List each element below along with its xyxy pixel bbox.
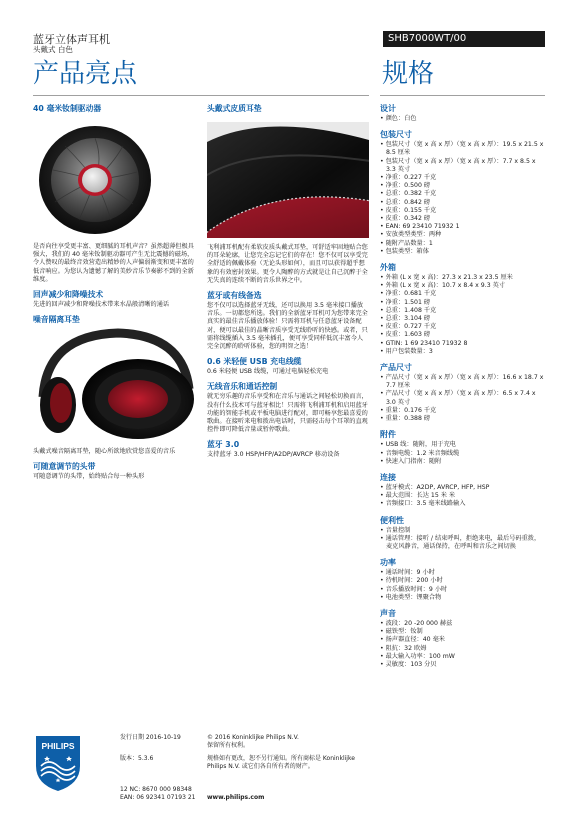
spec-item: • 包装尺寸（宽 x 高 x 厚）（宽 x 高 x 厚）：7.7 x 8.5 x 3.3 英寸 [380, 158, 545, 174]
release-date: 发行日期 2016-10-19 [120, 734, 181, 741]
highlight-text: 就无穷乐趣的音乐享受和在音乐与通话之间轻松切换而言，没有什么技术可与蓝牙相比！只需将飞利浦耳机和启用蓝牙功能的智能手机或平板电脑进行配对，即可畅享您最喜爱的歌曲。在接听来电和拨出电话时，只需轻击每个耳罩的直观控件即可降低音量或暂停歌曲。 [207, 393, 368, 434]
highlight-text: 您不仅可以选择蓝牙无线，还可以换用 3.5 毫米接口播放音乐。一切都您所选。我们的全新蓝牙耳机可为您带来完全真实的最佳音乐播放体验！只需将耳机与任意蓝牙设备配对，便可以最佳的晶晰音质享受无线聆听的快感。或者，只需将线缆插入 3.5 毫米插孔，便可享受同样低沉丰富今人完全沉醉的聆听体验，您的明智之选！ [207, 302, 368, 351]
highlight-title: 蓝牙 3.0 [207, 440, 240, 450]
spec-group-design [380, 104, 545, 123]
spec-group-title: 包装尺寸 [380, 130, 412, 140]
spec-item: • 扬声器直径：40 毫米 [380, 636, 545, 644]
spec-group-convenience [380, 516, 545, 552]
product-subtitle: 头戴式 白色 [33, 45, 73, 54]
spec-item: • 重量：0.176 千克 [380, 407, 545, 415]
spec-item: • 包装尺寸（宽 x 高 x 厚）（宽 x 高 x 厚）：19.5 x 21.5 x 8.5 厘米 [380, 141, 545, 157]
spec-item: • 快速入门指南：随附 [380, 458, 545, 466]
spec-item: • 随附产品数量：1 [380, 240, 545, 248]
spec-group-accessories [380, 430, 545, 466]
spec-item: • 用户包装数量：3 [380, 348, 545, 356]
highlights-divider [33, 95, 369, 96]
version: 版本：5.3.6 [120, 755, 154, 762]
spec-item: • 灵敏度：103 分贝 [380, 661, 545, 669]
ear-pad-graphic [207, 122, 369, 238]
highlights-column-middle [207, 104, 369, 460]
spec-group-title: 便利性 [380, 515, 404, 525]
spec-item: • 颜色：白色 [380, 115, 545, 123]
spec-item: • 总重：0.842 磅 [380, 199, 545, 207]
model-number-box [383, 31, 545, 47]
spec-item: • 净重：1.501 磅 [380, 299, 545, 307]
highlight-title: 回声减少和降噪技术 [33, 290, 104, 300]
spec-item: • 皮重：0.727 千克 [380, 323, 545, 331]
spec-group-title: 声音 [380, 608, 396, 618]
spec-group-title: 设计 [380, 104, 396, 113]
headphone-side-image [33, 327, 198, 442]
rights-reserved: 保留所有权利。 [207, 742, 250, 749]
highlight-title: 头戴式皮质耳垫 [207, 104, 262, 113]
product-title: 蓝牙立体声耳机 [33, 33, 110, 46]
spec-item: • 重量：0.388 磅 [380, 415, 545, 423]
spec-item: • 音量控制 [380, 527, 545, 535]
highlights-column-left [33, 104, 198, 482]
spec-group-outer-carton [380, 263, 545, 356]
spec-item: • 皮重：1.603 磅 [380, 331, 545, 339]
highlight-text: 先进的回声减少和降噪技术带来水晶般清晰的通话 [33, 301, 170, 309]
spec-item: • 波段：20 -20 000 赫兹 [380, 620, 545, 628]
spec-item: • 净重：0.227 千克 [380, 174, 545, 182]
highlight-text: 支持蓝牙 3.0 HSP/HFP/A2DP/AVRCP 移动设备 [207, 451, 340, 459]
spec-group-title: 附件 [380, 430, 396, 440]
spec-item: • 外箱 (L x 宽 x 高)：10.7 x 8.4 x 9.3 英寸 [380, 282, 545, 290]
philips-shield-logo [33, 734, 83, 792]
highlight-title: 蓝牙或有线备选 [207, 291, 262, 301]
highlight-text: 飞利浦耳机配有柔软皮质头戴式耳垫，可舒适牢固地贴合您的耳朵轮廓，让您完全忘记它们的存在！您不仅可以享受完全舒适的佩戴体验（无论头形如何），而且可以获得超乎想象的有效密封效果。更令人陶醉的方式就是让自己沉醉于全无失真的连续不断的音乐世界之中。 [207, 244, 368, 284]
spec-item: • 皮重：0.155 千克 [380, 207, 545, 215]
specifications-column [380, 104, 545, 676]
spec-item: • 音频电缆：1.2 米音频线缆 [380, 450, 545, 458]
spec-item: • 外箱 (L x 宽 x 高)：27.3 x 21.3 x 23.5 厘米 [380, 274, 545, 282]
highlight-title: 可随意调节的头带 [33, 462, 96, 472]
logo-text: PHILIPS [41, 741, 75, 751]
spec-group-power [380, 558, 545, 602]
spec-group-connectivity [380, 473, 545, 509]
spec-group-title: 外箱 [380, 263, 396, 273]
spec-item: • 最大范围：长达 15 米 米 [380, 492, 545, 500]
spec-item: • 待机时间：200 小时 [380, 577, 545, 585]
highlight-title: 40 毫米钕制驱动器 [33, 104, 102, 113]
model-number: SHB7000WT/00 [388, 33, 467, 44]
copyright: © 2016 Koninklijke Philips N.V. [207, 734, 299, 741]
highlight-title: 噪音隔离耳垫 [33, 315, 80, 325]
spec-item: • 最大输入功率：100 mW [380, 653, 545, 661]
spec-item: • 阻抗：32 欧姆 [380, 645, 545, 653]
spec-group-title: 产品尺寸 [380, 363, 412, 373]
spec-item: • 皮重：0.342 磅 [380, 215, 545, 223]
spec-item: • 音乐播放时间：9 小时 [380, 586, 545, 594]
spec-item: • 产品尺寸（宽 x 高 x 厚）（宽 x 高 x 厚）：6.5 x 7.4 x 3.0 英寸 [380, 390, 545, 406]
spec-group-product-dimensions [380, 363, 545, 423]
ear-pad-image [207, 122, 369, 238]
legal-notice: 规格如有更改，恕不另行通知。所有商标是 Koninklijke Philips N.V. 或它们各自所有者的财产。 [207, 755, 355, 770]
headphone-graphic [33, 327, 198, 442]
highlight-text: 头戴式噪音隔离耳垫，随心所欲地欣赏您喜爱的音乐 [33, 448, 176, 456]
highlights-heading: 产品亮点 [33, 59, 138, 89]
spec-item: • 总重：0.382 千克 [380, 190, 545, 198]
highlight-text: 0.6 米轻便 USB 线缆，可通过电脑轻松充电 [207, 368, 329, 376]
highlight-text: 是否向往享受更丰富、更细腻的耳机声音？虽然超薄但极具强大，我们的 40 毫米钕制驱动器可产生无比震撼的磁场，令人赞叹的最终音效营造出精妙的人声偏弱渐变和更丰富的低音响应。为您认为遗憾了解的美妙音乐节奏影不到的全新维度。 [33, 243, 194, 283]
speaker-driver-graphic [33, 122, 198, 237]
specs-divider [380, 95, 545, 96]
twelve-nc: 12 NC: 8670 000 98348 [120, 786, 192, 793]
spec-item: • USB 线：随附，用于充电 [380, 441, 545, 449]
website-link[interactable]: www.philips.com [207, 794, 265, 801]
spec-item: • EAN: 69 23410 71932 1 [380, 223, 545, 231]
spec-item: • 电池类型：锂聚合物 [380, 594, 545, 602]
spec-item: • 安放类型类型：两种 [380, 231, 545, 239]
spec-item: • 产品尺寸（宽 x 高 x 厚）（宽 x 高 x 厚）：16.6 x 18.7 x 7.7 厘米 [380, 374, 545, 390]
spec-item: • 音频接口：3.5 毫米线路输入 [380, 500, 545, 508]
spec-group-sound [380, 609, 545, 669]
spec-item: • 通话管理：接听 / 结束呼叫，拒绝来电，最后号码重拨，麦克风静音，通话保持，在呼叫和音乐之间切换 [380, 535, 545, 551]
spec-group-packaging [380, 130, 545, 256]
spec-item: • GTIN: 1 69 23410 71932 8 [380, 340, 545, 348]
highlight-title: 无线音乐和通话控制 [207, 382, 278, 392]
highlight-text: 可随意调节的头带，始终贴合每一种头形 [33, 473, 145, 481]
spec-item: • 总重：3.104 磅 [380, 315, 545, 323]
spec-item: • 净重：0.500 磅 [380, 182, 545, 190]
spec-item: • 磁铁型：钕制 [380, 628, 545, 636]
spec-group-title: 功率 [380, 558, 396, 568]
spec-group-title: 连接 [380, 472, 396, 482]
spec-item: • 包装类型：箱体 [380, 248, 545, 256]
driver-image [33, 122, 198, 237]
spec-item: • 总重：1.408 千克 [380, 307, 545, 315]
specifications-heading: 规格 [382, 59, 435, 89]
spec-item: • 通话时间：9 小时 [380, 569, 545, 577]
spec-item: • 蓝牙模式：A2DP, AVRCP, HFP, HSP [380, 484, 545, 492]
highlight-title: 0.6 米轻便 USB 充电线缆 [207, 357, 302, 367]
footer-ean: EAN: 06 92341 07193 21 [120, 794, 196, 801]
spec-item: • 净重：0.681 千克 [380, 290, 545, 298]
